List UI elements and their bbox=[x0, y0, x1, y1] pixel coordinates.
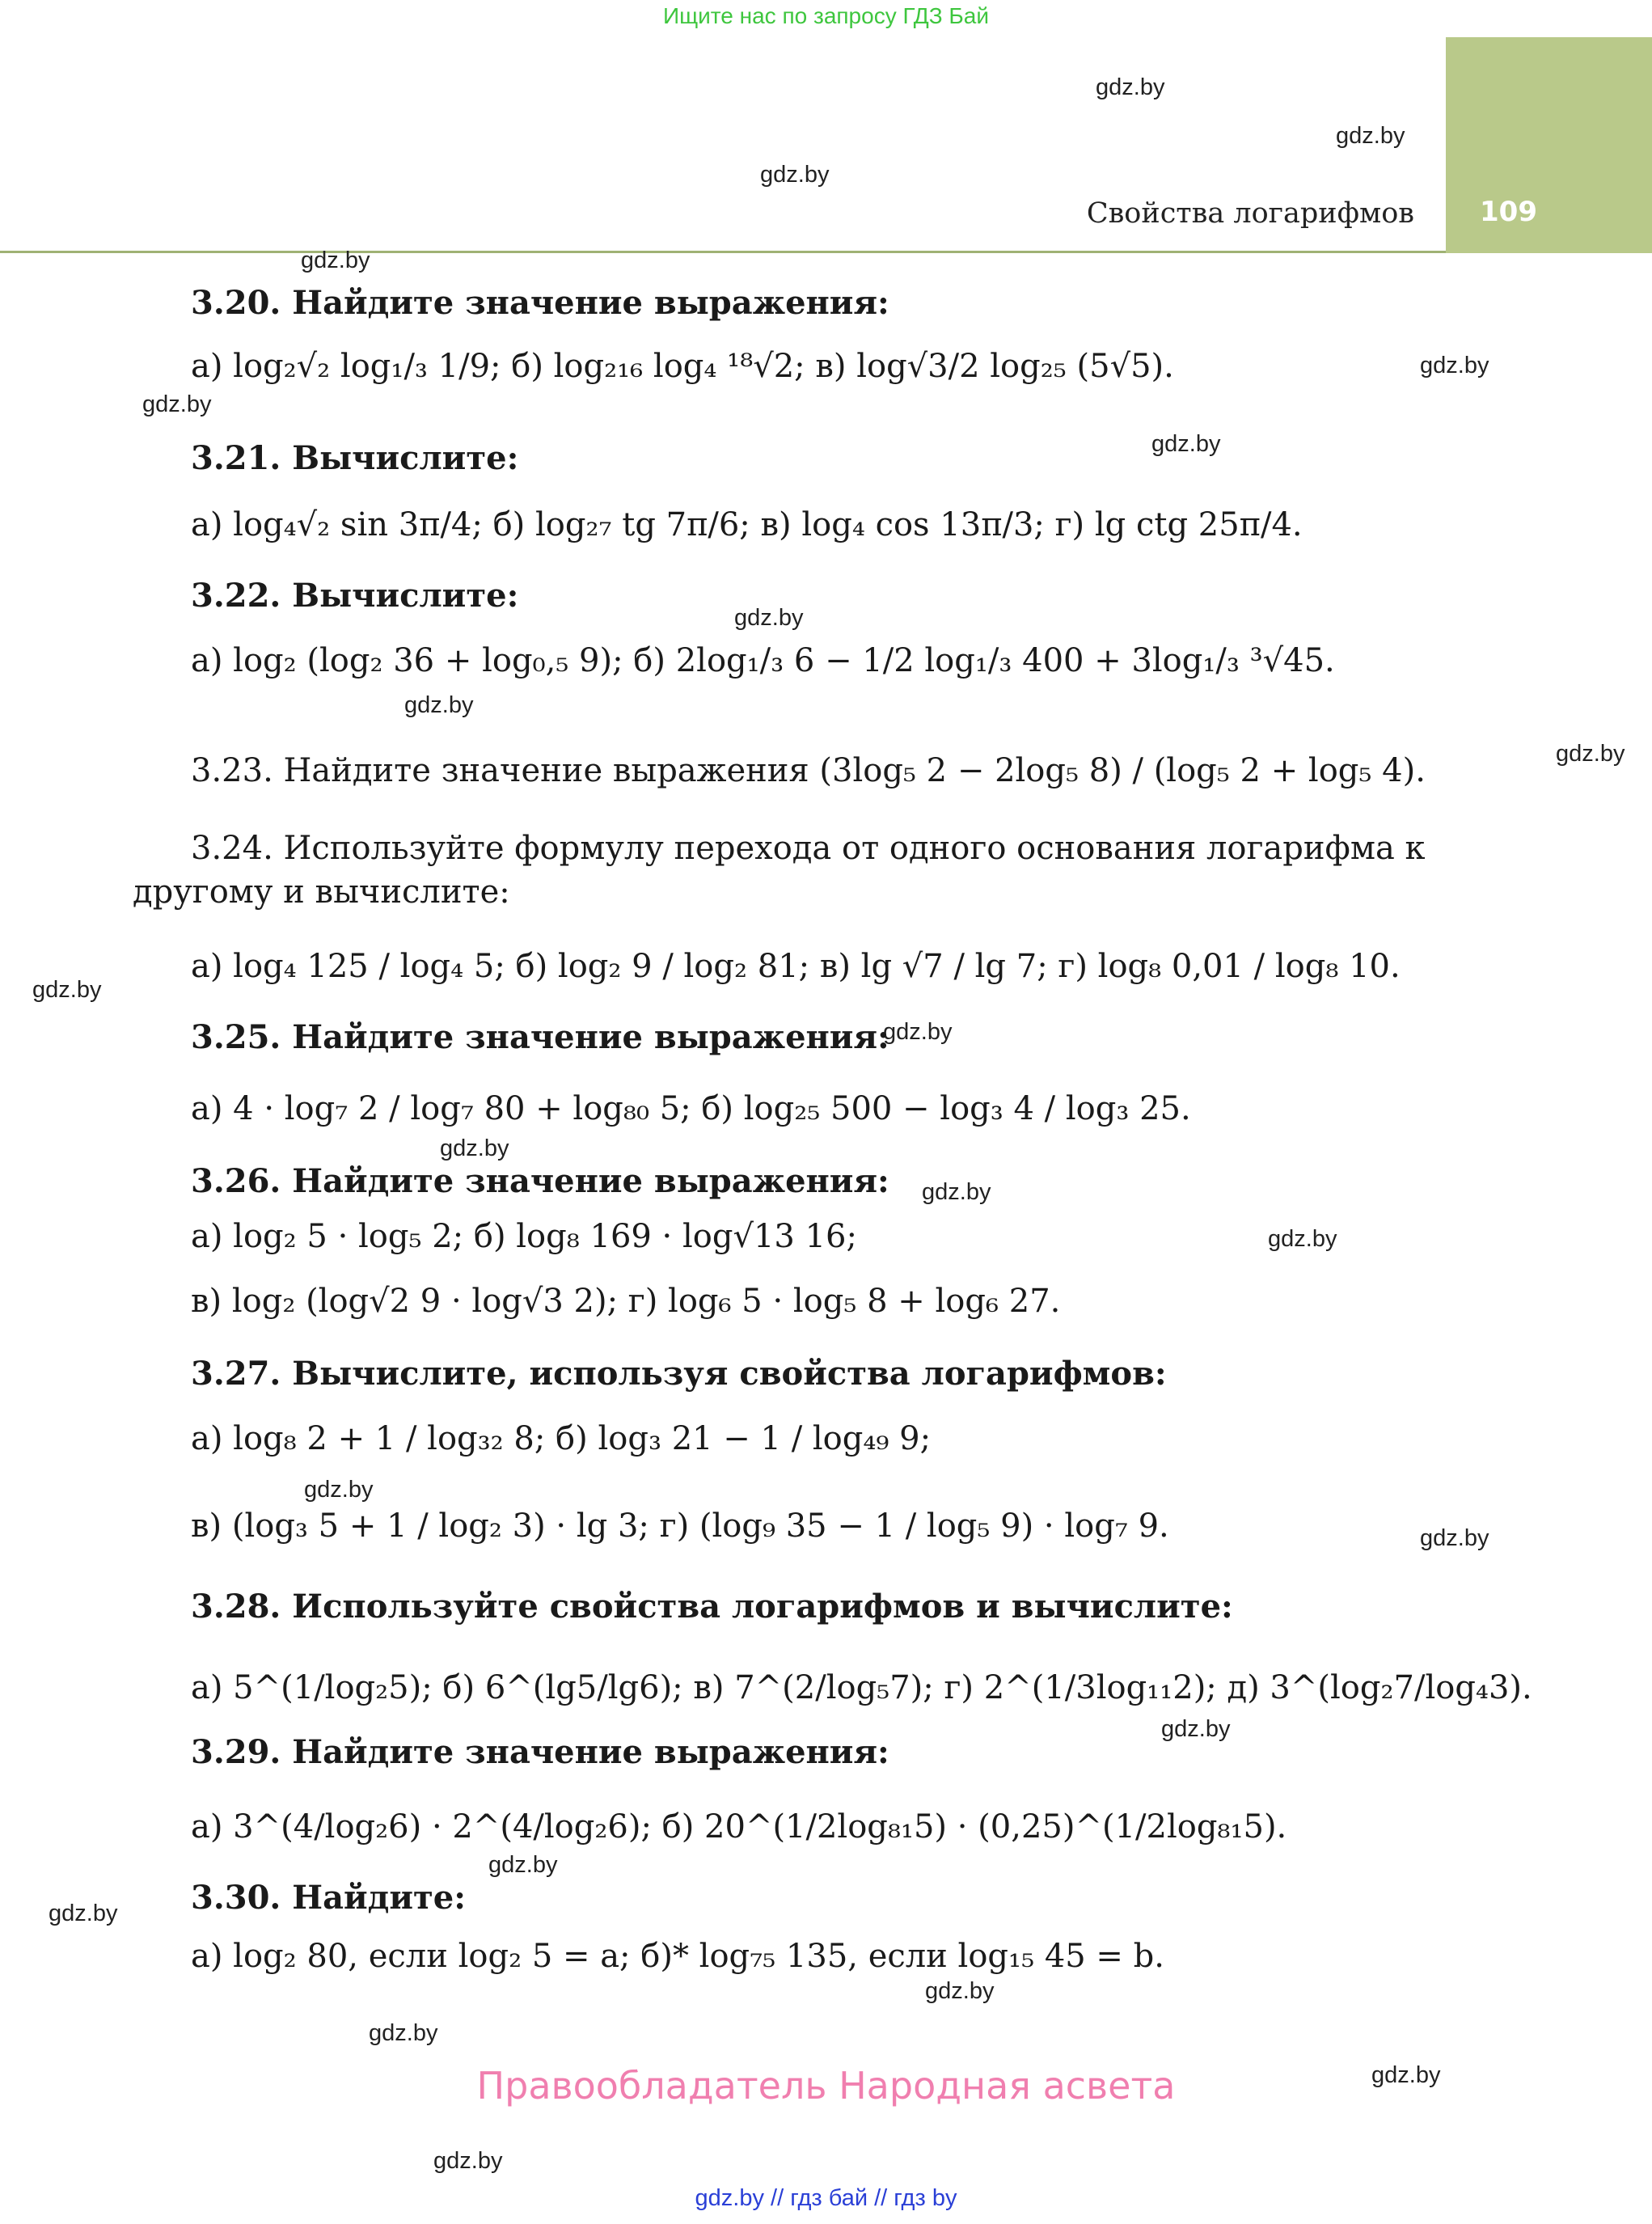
watermark: gdz.by bbox=[1556, 741, 1625, 767]
exercise-3-27-items-row1: а) log₈ 2 + 1 / log₃₂ 8; б) log₃ 21 − 1 / log₄₉ 9; bbox=[191, 1420, 932, 1457]
watermark: gdz.by bbox=[1151, 431, 1221, 457]
exercise-3-22-title: 3.22. Вычислите: bbox=[191, 577, 519, 615]
watermark: gdz.by bbox=[1420, 1525, 1489, 1551]
watermark: gdz.by bbox=[1420, 353, 1489, 378]
watermark: gdz.by bbox=[1371, 2062, 1441, 2088]
watermark: gdz.by bbox=[440, 1135, 509, 1161]
exercise-3-21-items: а) log₄√₂ sin 3π/4; б) log₂₇ tg 7π/6; в) log₄ cos 13π/3; г) lg ctg 25π/4. bbox=[191, 506, 1303, 543]
watermark: gdz.by bbox=[488, 1852, 558, 1878]
watermark: gdz.by bbox=[369, 2020, 438, 2046]
footer-links[interactable]: gdz.by // гдз бай // гдз by bbox=[695, 2185, 957, 2211]
exercise-3-26-items-row1: а) log₂ 5 · log₅ 2; б) log₈ 169 · log√13 16; bbox=[191, 1218, 857, 1255]
header-rule bbox=[0, 251, 1446, 253]
exercise-3-22-items: а) log₂ (log₂ 36 + log₀,₅ 9); б) 2log₁/₃ 6 − 1/2 log₁/₃ 400 + 3log₁/₃ ³√45. bbox=[191, 642, 1335, 679]
watermark: gdz.by bbox=[883, 1019, 953, 1045]
watermark: gdz.by bbox=[1268, 1226, 1337, 1252]
exercise-3-21-title: 3.21. Вычислите: bbox=[191, 439, 519, 477]
exercise-3-20-items: а) log₂√₂ log₁/₃ 1/9; б) log₂₁₆ log₄ ¹⁸√2; в) log√3/2 log₂₅ (5√5). bbox=[191, 348, 1174, 385]
exercise-3-26-items-row2: в) log₂ (log√2 9 · log√3 2); г) log₆ 5 · log₅ 8 + log₆ 27. bbox=[191, 1283, 1061, 1320]
top-banner[interactable]: Ищите нас по запросу ГДЗ Бай bbox=[662, 3, 990, 28]
exercise-3-28-items: а) 5^(1/log₂5); б) 6^(lg5/lg6); в) 7^(2/log₅7); г) 2^(1/3log₁₁2); д) 3^(log₂7/log₄3). bbox=[191, 1669, 1532, 1706]
exercise-3-30-title: 3.30. Найдите: bbox=[191, 1879, 466, 1917]
watermark: gdz.by bbox=[760, 162, 830, 188]
watermark: gdz.by bbox=[32, 977, 102, 1003]
exercise-3-24-items: а) log₄ 125 / log₄ 5; б) log₂ 9 / log₂ 81; в) lg √7 / lg 7; г) log₈ 0,01 / log₈ 10. bbox=[191, 948, 1401, 985]
watermark: gdz.by bbox=[1336, 123, 1405, 149]
watermark: gdz.by bbox=[1161, 1716, 1231, 1742]
exercise-3-23: 3.23. Найдите значение выражения (3log₅ 2 − 2log₅ 8) / (log₅ 2 + log₅ 4). bbox=[191, 752, 1426, 789]
section-title: Свойства логарифмов bbox=[1086, 197, 1414, 230]
watermark: gdz.by bbox=[301, 247, 370, 273]
watermark: gdz.by bbox=[433, 2148, 503, 2174]
watermark: gdz.by bbox=[304, 1477, 374, 1503]
exercise-3-20-title: 3.20. Найдите значение выражения: bbox=[191, 284, 889, 322]
page-number: 109 bbox=[1480, 196, 1537, 228]
exercise-3-24-title-continued: другому и вычислите: bbox=[133, 873, 510, 911]
rights-holder: Правообладатель Народная асвета bbox=[476, 2064, 1176, 2108]
watermark: gdz.by bbox=[49, 1901, 118, 1926]
exercise-3-30-items: а) log₂ 80, если log₂ 5 = a; б)* log₇₅ 135, если log₁₅ 45 = b. bbox=[191, 1938, 1164, 1975]
exercise-3-26-title: 3.26. Найдите значение выражения: bbox=[191, 1162, 889, 1200]
page-number-tab bbox=[1446, 37, 1652, 253]
exercise-3-25-title: 3.25. Найдите значение выражения: bbox=[191, 1018, 889, 1056]
watermark: gdz.by bbox=[404, 692, 474, 718]
exercise-3-27-title: 3.27. Вычислите, используя свойства логарифмов: bbox=[191, 1355, 1167, 1393]
watermark: gdz.by bbox=[925, 1978, 995, 2004]
exercise-3-25-items: а) 4 · log₇ 2 / log₇ 80 + log₈₀ 5; б) log₂₅ 500 − log₃ 4 / log₃ 25. bbox=[191, 1090, 1191, 1127]
watermark: gdz.by bbox=[922, 1179, 991, 1205]
exercise-3-27-items-row2: в) (log₃ 5 + 1 / log₂ 3) · lg 3; г) (log₉ 35 − 1 / log₅ 9) · log₇ 9. bbox=[191, 1507, 1169, 1545]
watermark: gdz.by bbox=[1096, 74, 1165, 100]
watermark: gdz.by bbox=[142, 391, 212, 417]
exercise-3-24-title: 3.24. Используйте формулу перехода от одного основания логарифма к bbox=[191, 830, 1426, 867]
exercise-3-28-title: 3.28. Используйте свойства логарифмов и вычислите: bbox=[191, 1588, 1233, 1626]
exercise-3-29-title: 3.29. Найдите значение выражения: bbox=[191, 1733, 889, 1771]
exercise-3-29-items: а) 3^(4/log₂6) · 2^(4/log₂6); б) 20^(1/2log₈₁5) · (0,25)^(1/2log₈₁5). bbox=[191, 1808, 1287, 1846]
watermark: gdz.by bbox=[734, 605, 804, 631]
